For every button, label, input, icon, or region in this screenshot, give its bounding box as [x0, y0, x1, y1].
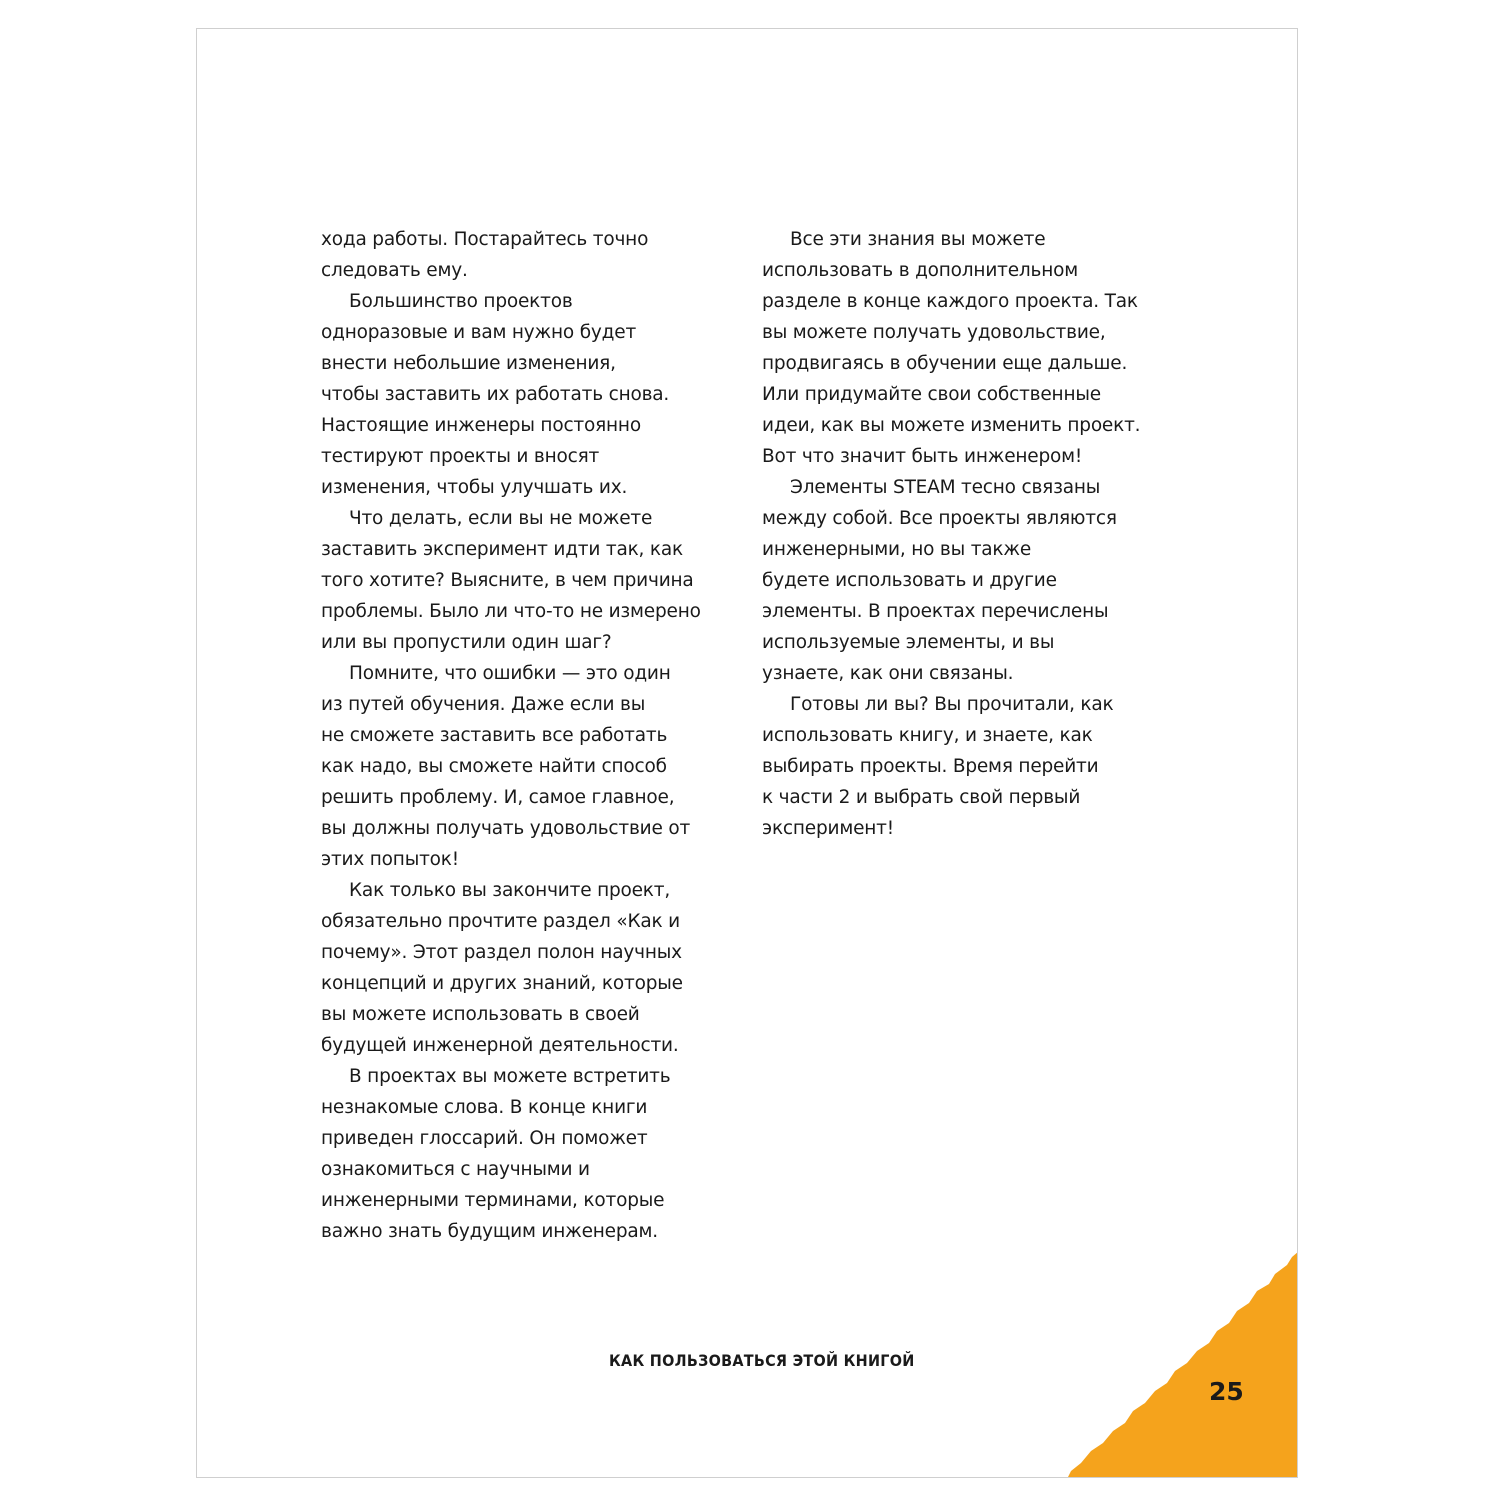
left-text-column — [321, 224, 731, 1247]
text-line: Готовы ли вы? Вы прочитали, как — [790, 694, 1114, 715]
text-line: следовать ему. — [321, 260, 468, 281]
text-line: эксперимент! — [762, 818, 894, 839]
text-line: использовать в дополнительном — [762, 260, 1078, 281]
running-footer-title: КАК ПОЛЬЗОВАТЬСЯ ЭТОЙ КНИГОЙ — [609, 1351, 915, 1370]
text-line: вы можете использовать в своей — [321, 1004, 640, 1025]
text-line: одноразовые и вам нужно будет — [321, 322, 637, 343]
text-line: Все эти знания вы можете — [790, 229, 1046, 250]
text-line: Что делать, если вы не можете — [349, 508, 653, 529]
text-line: заставить эксперимент идти так, как — [321, 539, 684, 560]
text-line: проблемы. Было ли что-то не измерено — [321, 601, 701, 622]
text-line: инженерными, но вы также — [762, 539, 1032, 560]
text-line: Большинство проектов — [349, 291, 573, 312]
text-line: Как только вы закончите проект, — [349, 880, 671, 901]
text-line: почему». Этот раздел полон научных — [321, 942, 682, 963]
right-text-column — [762, 224, 1182, 844]
text-line: изменения, чтобы улучшать их. — [321, 477, 628, 498]
text-line: того хотите? Выясните, в чем причина — [321, 570, 694, 591]
page-number: 25 — [1209, 1377, 1244, 1406]
text-line: концепций и других знаний, которые — [321, 973, 683, 994]
text-line: незнакомые слова. В конце книги — [321, 1097, 648, 1118]
text-line: Настоящие инженеры постоянно — [321, 415, 641, 436]
text-line: из путей обучения. Даже если вы — [321, 694, 646, 715]
orange-corner-shape — [1067, 1251, 1298, 1478]
text-line: будущей инженерной деятельности. — [321, 1035, 679, 1056]
text-line: Элементы STEAM тесно связаны — [790, 477, 1101, 498]
text-line: идеи, как вы можете изменить проект. — [762, 415, 1141, 436]
text-line: внести небольшие изменения, — [321, 353, 616, 374]
text-line: важно знать будущим инженерам. — [321, 1221, 658, 1242]
text-line: Или придумайте свои собственные — [762, 384, 1101, 405]
text-line: вы должны получать удовольствие от — [321, 818, 691, 839]
text-line: к части 2 и выбрать свой первый — [762, 787, 1081, 808]
text-line: как надо, вы сможете найти способ — [321, 756, 667, 777]
text-line: или вы пропустили один шаг? — [321, 632, 612, 653]
text-line: узнаете, как они связаны. — [762, 663, 1014, 684]
text-line: решить проблему. И, самое главное, — [321, 787, 675, 808]
text-line: использовать книгу, и знаете, как — [762, 725, 1093, 746]
text-line: обязательно прочтите раздел «Как и — [321, 911, 680, 932]
text-line: выбирать проекты. Время перейти — [762, 756, 1099, 777]
text-line: тестируют проекты и вносят — [321, 446, 600, 467]
text-line: будете использовать и другие — [762, 570, 1057, 591]
text-line: Помните, что ошибки — это один — [349, 663, 671, 684]
text-line: ознакомиться с научными и — [321, 1159, 590, 1180]
text-line: В проектах вы можете встретить — [349, 1066, 671, 1087]
text-line: Вот что значит быть инженером! — [762, 446, 1083, 467]
text-line: чтобы заставить их работать снова. — [321, 384, 670, 405]
text-line: между собой. Все проекты являются — [762, 508, 1117, 529]
text-line: вы можете получать удовольствие, — [762, 322, 1106, 343]
text-line: элементы. В проектах перечислены — [762, 601, 1109, 622]
text-line: продвигаясь в обучении еще дальше. — [762, 353, 1128, 374]
text-line: разделе в конце каждого проекта. Так — [762, 291, 1138, 312]
text-line: инженерными терминами, которые — [321, 1190, 665, 1211]
text-line: не сможете заставить все работать — [321, 725, 668, 746]
text-line: хода работы. Постарайтесь точно — [321, 229, 649, 250]
text-line: этих попыток! — [321, 849, 459, 870]
book-page — [196, 28, 1298, 1478]
text-line: используемые элементы, и вы — [762, 632, 1055, 653]
text-line: приведен глоссарий. Он поможет — [321, 1128, 648, 1149]
